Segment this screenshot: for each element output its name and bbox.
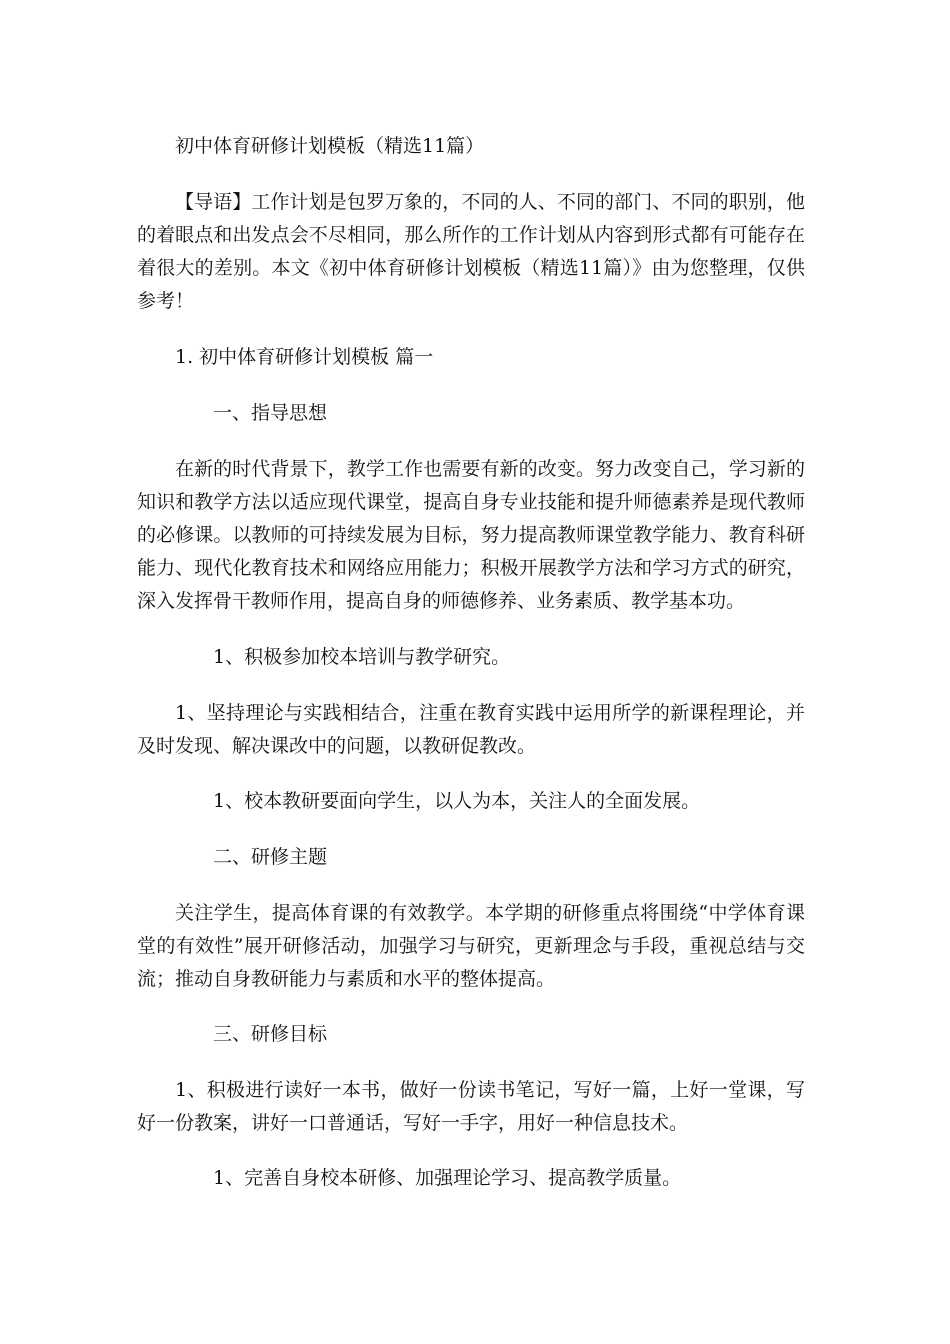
intro-paragraph: 【导语】工作计划是包罗万象的，不同的人、不同的部门、不同的职别，他的着眼点和出发点会不尽相同，那么所作的工作计划从内容到形式都有可能存在着很大的差别。本文《初中体育研修计划模板（精选11篇）》由为您整理，仅供参考！ xyxy=(137,191,805,312)
paragraph-research-theme: 关注学生，提高体育课的有效教学。本学期的研修重点将围绕“中学体育课堂的有效性”展开研修活动，加强学习与研究，更新理念与手段，重视总结与交流；推动自身教研能力与素质和水平的整体提高。 xyxy=(137,902,805,990)
heading-research-theme: 二、研修主题 xyxy=(213,846,328,868)
document-title: 初中体育研修计划模板（精选11篇） xyxy=(175,135,485,157)
list-item: 1、坚持理论与实践相结合，注重在教育实践中运用所学的新课程理论，并及时发现、解决课改中的问题，以教研促教改。 xyxy=(137,702,805,757)
heading-guiding-ideology: 一、指导思想 xyxy=(213,402,328,424)
heading-research-goals: 三、研修目标 xyxy=(213,1023,328,1045)
list-item: 1、完善自身校本研修、加强理论学习、提高教学质量。 xyxy=(213,1167,682,1189)
section-title: 1. 初中体育研修计划模板 篇一 xyxy=(175,346,434,368)
list-item: 1、校本教研要面向学生，以人为本，关注人的全面发展。 xyxy=(213,790,701,812)
list-item: 1、积极进行读好一本书，做好一份读书笔记，写好一篇，上好一堂课，写好一份教案，讲好一口普通话，写好一手字，用好一种信息技术。 xyxy=(137,1079,805,1134)
list-item: 1、积极参加校本培训与教学研究。 xyxy=(213,646,511,668)
paragraph-guiding-ideology: 在新的时代背景下，教学工作也需要有新的改变。努力改变自己，学习新的知识和教学方法以适应现代课堂，提高自身专业技能和提升师德素养是现代教师的必修课。以教师的可持续发展为目标，努力提高教师课堂教学能力、教育科研能力、现代化教育技术和网络应用能力；积极开展教学方法和学习方式的研究，深入发挥骨干教师作用，提高自身的师德修养、业务素质、教学基本功。 xyxy=(137,458,805,612)
